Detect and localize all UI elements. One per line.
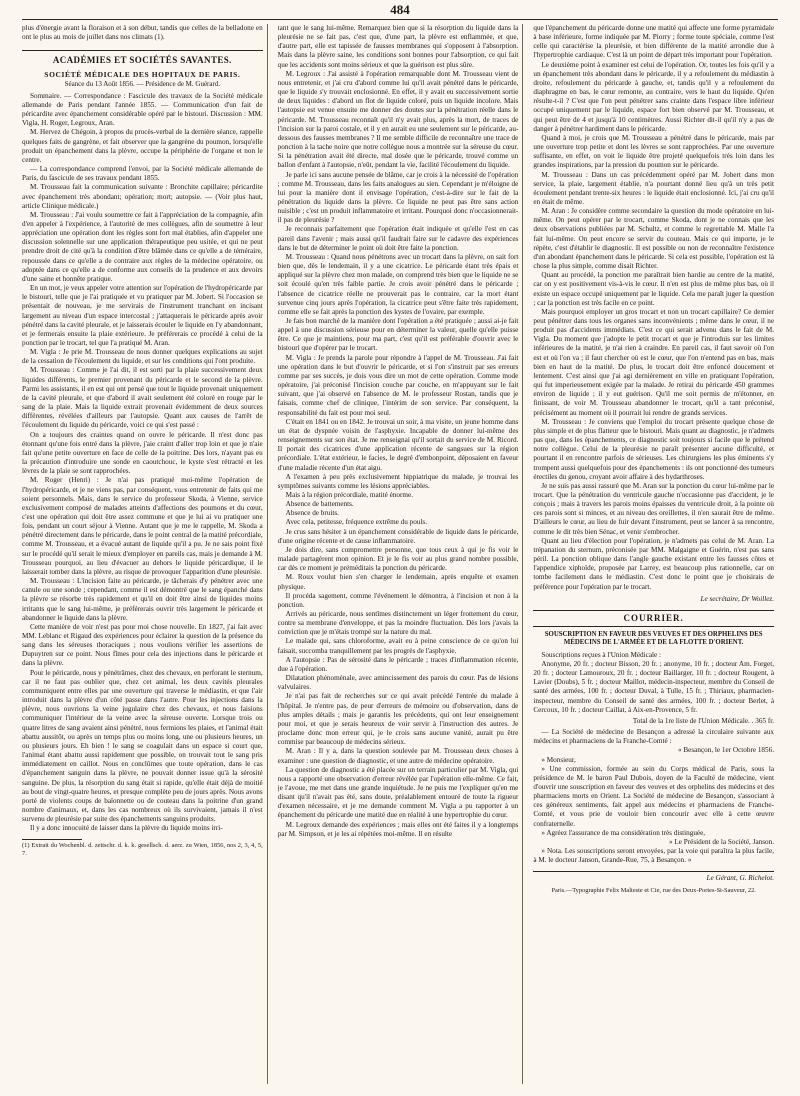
- paragraph: Pour le péricarde, nous y pénétrâmes, chez des chevaux, en perforant le sternum, car il ne faut pas oublier que, chez cet animal, les deux cavités pleurales communiquent entre elles par une ouverture qui traverse le médiastin, et que l'air introduit dans la plèvre d'un côté passe dans l'autre. Pour les injections dans la plèvre, nous ouvrions la veine jugulaire chez des chevaux, et nous faisions communiquer l'intérieur de la veine avec la séreuse ouverte. Lorsque trois ou quatre litres de sang avaient ainsi pénétré, nous fermions les plaies, et l'animal était abattu aussitôt, ou après un temps plus ou moins long, une ou plusieurs heures, un ou plusieurs jours. Eh bien ! le sang se coagulait dans un espace si court que, l'animal étant abattu aussi rapidement que possible, on trouvait tout le sang pris immédiatement en caillot. Nous en conclûmes que toute opération, dans le cas d'épanchement sanguin dans la plèvre, ne pouvait donner issue qu'à la sérosité sanguine. De plus, la résorption du sang était si rapide, qu'elle était déjà de moitié au bout de vingt-quatre heures, et presque complète peu de jours après. Nous avons porté de violents coups de baïonnette ou de couteau dans la poitrine d'un grand nombre d'animaux, et, dans les cas nombreux où ils survivaient, jamais il n'est survenu de pleurésie par suite des épanchements sanguins produits.: [22, 668, 263, 824]
- paragraph: M. Vigla : Je prie M. Trousseau de nous donner quelques explications au sujet de la cessation de l'écoulement du liquide, et sur les conditions qui l'ont produite.: [22, 348, 263, 366]
- session-line: Séance du 13 Août 1856. — Présidence de M. Guérard.: [64, 79, 221, 88]
- paragraph: M. Trousseau : L'incision faite au péricarde, je tâcherais d'y pénétrer avec une canule ou une sonde ; cependant, comme il est démontré que le sang épanché dans la plèvre se résorbe très rapidement et qu'il en doit être ainsi de liquides moins irritants que le sang lui-même, je préférerais ouvrir très largement le péricarde et abandonner le liquide dans la plèvre.: [22, 577, 263, 622]
- paragraph: Mais à la région précordiale, matité énorme.: [285, 490, 413, 499]
- paragraph: Le malade qui, sans chloroforme, avait eu à peine conscience de ce qu'on lui faisait, succomba tranquillement par les progrès de l'asphyxie.: [277, 637, 519, 655]
- paragraph: Arrivés au péricarde, nous sentîmes distinctement un léger frottement du cœur, contre sa membrane d'enveloppe, et pas la moindre fluctuation. Dès lors j'avais la conviction que je m'étais trompé sur la nature du mal.: [277, 610, 519, 637]
- paragraph: Quant au procédé, la ponction me paraîtrait bien hardie au centre de la matité, car on y est positivement vis-à-vis le cœur. Il n'en est plus de même plus bas, où il existe un espace occupé uniquement par le liquide. Cela me paraît juger la question ; car la ponction est très facile en ce point.: [533, 271, 775, 307]
- paragraph: Il y a donc innocuité de laisser dans la plèvre du liquide moins irri-: [30, 824, 223, 833]
- paragraph: M. Trousseau : Je conviens que l'emploi du trocart présente quelque chose de plus simple et de plus flatteur que le bistouri. Mais quant au diagnostic, je n'admets pas que, dans les épanchements, ce diagnostic soit toujours si facile que le prétend notre collègue. Celui de la pleurésie ne paraît présenter aucune difficulté, et pourtant il en rencontre parfois de sérieuses. Les chirurgiens les plus éminents s'y trompent aussi quelquefois pour des épanchements : ils ont ponctionné des tumeurs érectiles du genou, croyant avoir affaire à des hydarthroses.: [533, 417, 775, 481]
- letter-closing: » Agréez l'assurance de ma considération très distinguée,: [541, 828, 706, 837]
- column-left: [22, 24, 268, 1084]
- paragraph: Je ne suis pas aussi rassuré que M. Aran sur la ponction du cœur lui-même par le trocart. Que la pénétration du ventricule gauche n'occasionne pas d'accident, je le conçois ; mais à travers les parois moins épaisses du ventricule droit, à la pointe où ces parois sont si minces, et au niveau des oreillettes, il n'en saurait être de même. D'ailleurs le cœur, au lieu de fuir devant l'instrument, peut se lancer à sa rencontre, comme le dit très bien Sénac, et venir s'embrocher.: [533, 481, 775, 536]
- paragraph: Je crus sans hésiter à un épanchement considérable de liquide dans le péricarde, d'une origine récente et de cause inflammatoire.: [277, 527, 519, 545]
- section-title: ACADÉMIES ET SOCIÉTÉS SAVANTES.: [22, 50, 263, 65]
- letter-date: « Besançon, le 1er Octobre 1856.: [678, 746, 775, 755]
- column-right: [533, 24, 778, 1084]
- paragraph: M. Roger (Henri) : Je n'ai pas pratiqué moi-même l'opération de l'hydropéricarde, et je ne viens pas, par conséquent, vous entretenir de faits qui me soient personnels. Mais, dans le service du professeur Skoda, à Vienne, service exclusivement composé de malades atteints d'affections des poumons et du cœur, c'est une opération qui doit être assez commune et que je lui ai vu pratiquer une fois, pendant un court séjour à Vienne. Autant que je me le rappelle, M. Skoda a pénétré directement dans le péricarde, dans le point central de la matité précordiale, comme M. Trousseau, et a évacué autant de liquide qu'il a pu. Je ne sais point fixé sur le procédé qu'il serait le mieux d'employer en pareils cas, mais je demande à M. Trousseau pourquoi, au lieu d'évacuer au dehors le liquide péricardique, il le laisserait tomber dans la plèvre, au risque de provoquer l'apparition d'une pleurésie.: [22, 476, 263, 576]
- paragraph: A l'examen à peu près exclusivement hippiatrique du malade, je trouvai les symptômes suivants comme les lésions appréciables.: [277, 472, 519, 490]
- paragraph: Cette manière de voir n'est pas pour moi chose nouvelle. En 1827, j'ai fait avec MM. Leblanc et Rigaud des expériences pour éclairer la question de la présence du sang dans les séreuses thoraciques ; nous voulions vérifier les assertions de Dupuytren sur ce point. Nous fîmes pour cela des injections dans le péricarde et dans la plèvre.: [22, 622, 263, 668]
- paragraph: — La correspondance comprend l'envoi, par la Société médicale allemande de Paris, du fascicule de ses travaux pendant 1855.: [22, 165, 263, 183]
- footnote: (1) Extrait du Wochenbl. d. zeitschr. d. k. k. gesellsch. d. aerz. zu Wien, 1856, nos 2, 3, 4, 5, 7.: [22, 842, 263, 858]
- paragraph: Je dois dire, sans compromettre personne, que tous ceux à qui je fis voir le malade partagèrent mon opinion. Et je le fis voir au plus grand nombre possible, car dès ce moment je préméditais la ponction du péricarde.: [277, 545, 519, 573]
- paragraph: Il procéda sagement, comme l'événement le démontra, à l'incision et non à la ponction.: [277, 591, 519, 609]
- secretary-signature: Le secrétaire, Dr Woillez.: [700, 594, 775, 603]
- paragraph: Quant au lieu d'élection pour l'opération, je n'admets pas celui de M. Aran. La trépanation du sternum, préconisée par MM. Malgaigne et Guérin, n'est pas sans péril. La ponction oblique dans l'angle gauche existant entre les fausses côtes et l'appendice xiphoïde, proposée par Larrey, est beaucoup plus rationnelle, car on tombe facilement dans le médiastin. C'est donc le point que je choisirais de préférence pour l'opération par le trocart.: [533, 536, 775, 591]
- paragraph: Je n'ai pas fait de recherches sur ce qui avait précédé l'entrée du malade à l'hôpital. Je n'entre pas, de peur d'erreurs de mémoire ou d'observation, dans de plus amples détails ; mais je garantis les précédents, qui ont leur enseignement pour moi, et que je serais heureux de voir servir à l'instruction des autres. Je proclame donc mon erreur qui, je le crois sans aucune vanité, aurait pu être commise par beaucoup de médecins sérieux.: [277, 692, 519, 747]
- page-columns: [22, 24, 778, 1084]
- paragraph: M. Trousseau : Quand nous pénétrons avec un trocart dans la plèvre, on sait fort bien que, dès le lendemain, il y a une cicatrice. Le péricarde étant très épais et appliqué sur la plèvre chez mon malade, on comprend très bien que le liquide ne se soit écoulé qu'en très faible partie. Je crois avoir pénétré dans le péricarde ; l'absence de cicatrice réelle ne prouverait pas le contraire, car la mort étant survenue cinq jours après l'opération, la cicatrice peut s'être faite très rapidement, comme elle se fait après la ponction des kystes de l'ovaire, par exemple.: [277, 252, 519, 316]
- subscription-list: Anonyme, 20 fr. ; docteur Bisson, 20 fr. ; anonyme, 10 fr. ; docteur Am. Forget, 20 fr. ; docteur Lamouroux, 20 fr. ; docteur Baillarger, 10 fr. ; docteur Rougent, à Lavier (Doubs), 5 fr. ; docteur Maillot, médecin-inspecteur, membre du Conseil de santé des armées, 100 fr. ; docteur Duval, à Tulle, 15 fr. ; Thiriaux, pharmacien-inspecteur, membre du Conseil de santé des armées, 100 fr. ; docteur Berlet, à Cercoux, 10 fr. ; docteur Caillat, à Aix-en-Provence, 5 fr.: [533, 659, 775, 714]
- president-signature: » Le Président de la Société, Janson.: [669, 837, 775, 846]
- paragraph: Absence de battements.: [285, 500, 354, 509]
- paragraph: M. Legroux : J'ai assisté à l'opération remarquable dont M. Trousseau vient de nous entretenir, et j'ai cru d'abord comme lui qu'il avait pénétré dans le péricarde, que le liquide s'y trouvait enclosionné. En effet, il y avait eu successivement sortie de deux liquides : d'abord un flot de liquide coloré, puis un liquide incolore. Mais l'autopsie est venue ensuite me donner des doutes sur la pénétration réelle dans le péricarde. M. Trousseau reconnaît qu'il n'y avait plus, après la mort, de traces de l'incision sur la paroi costale, et il y en aurait eu une seulement sur le péricarde, au-dessous des fausses membranes ? Il me semble difficile de reconnaître une trace de ponction à la tache noire que notre collègue nous a montrée sur la séreuse du cœur. Si la pénétration avait été directe, mal dosée que le péricarde, trouvé comme un ballon d'enfant à l'autopsie, n'eût, pendant la vie, facilité l'écoulement du liquide.: [277, 69, 519, 170]
- paragraph: M. Trousseau : Dans un cas précédemment opéré par M. Jobert dans mon service, la plaie, largement établie, n'a pourtant donné lieu qu'à un très petit écoulement pendant trente-six heures : le liquide était enclosionné. Ici, j'ai cru qu'il en était de même.: [533, 170, 775, 206]
- paragraph: Absence de bruits.: [285, 509, 339, 518]
- paragraph: Quand à moi, je crois que M. Trousseau a pénétré dans le péricarde, mais par une ouverture trop petite et dont les lèvres se sont rapprochées. Par une ouverture suffisante, en effet, on voit le liquide être projeté quelquefois très loin dans les grandes inspirations, par la pression du poumon sur le péricarde.: [533, 133, 775, 170]
- subscription-title: SOUSCRIPTION EN FAVEUR DES VEUVES ET DES ORPHELINS DES MÉDECINS DE L'ARMÉE ET DE LA FLOTTE D'ORIENT.: [544, 631, 763, 647]
- paragraph: M. Trousseau : J'ai voulu soumettre ce fait à l'appréciation de la compagnie, afin d'en appeler à l'expérience, à l'autorité de mes collègues, afin de soumettre à leur appréciation une opération dont les règles sont fort mal établies, afin d'appeler une discussion solennelle sur une application thérapeutique peu usitée, et qui ne peut prendre droit de cité qu'à la condition d'être blâmée dans ce qu'elle a de téméraire, repoussée dans ce qu'elle a de contraire aux règles de la médecine opératoire, ou adoptée dans ce qu'elle a de conforme aux conseils de la prudence et aux devoirs d'une saine et honnête pratique.: [22, 210, 263, 283]
- paragraph: que l'épanchement du péricarde donne une matité qui affecte une forme pyramidale à base inférieure, forme indiquée par M. Piorry ; forme toute spéciale, comme l'est celle qui caractérise la pleurésie, et bien différente de la matité arrondie due à l'hypertrophie cardiaque. C'est là un point de départ très important pour l'opération.: [533, 24, 775, 60]
- paragraph: En un mot, je veux appeler votre attention sur l'opération de l'hydropéricarde par le bistouri, telle que je l'ai pratiquée et vu pratiquer par M. Jobert. Si l'occasion se présentait de nouveau, je me servirais de l'instrument tranchant en incisant largement au niveau d'un espace intercostal ; j'attaquerais le péricarde après avoir pénétré dans la cavité pleurale, et je laisserais écouler le liquide en l'y abandonnant, et je fermerais ensuite la plaie extérieure. Je préférerais ce procédé à celui de la ponction par le trocart, tel que l'a pratiqué M. Aran.: [22, 284, 263, 347]
- header-rule: [22, 19, 778, 20]
- paragraph: Je parle ici sans aucune pensée de blâme, car je crois à la nécessité de l'opération ; comme M. Trousseau, dans les faits analogues au sien. Cependant je m'éloigne de lui pour la manière dont il envisage l'opération, c'est-à-dire sur le fait de la pénétration du liquide dans la plèvre. Ce liquide ne peut pas être sans action nuisible ; c'est un produit inflammatoire et irritant. Pourquoi donc n'occasionnerait-il pas de pleurésie ?: [277, 170, 519, 225]
- paragraph: tant que le sang lui-même. Remarquez bien que si la résorption du liquide dans la pleurésie ne se fait pas, c'est que, d'une part, la plèvre est enflammée, et que, d'autre part, elle est tapissée de fausses membranes qui s'opposent à l'absorption. Mais dans la plèvre saine, les conditions sont bonnes pour l'absorption, ce qui fait que les accidents sont moins sérieux et que la guérison est plus sûre.: [277, 24, 519, 69]
- paragraph: M. Aran : Il y a, dans la question soulevée par M. Trousseau deux choses à examiner : une question de diagnostic, et une autre de médecine opératoire.: [277, 747, 519, 765]
- paragraph: M. Vigla : Je prends la parole pour répondre à l'appel de M. Trousseau. J'ai fait une opération dans le but d'ouvrir le péricarde, et si l'on s'instruit par ses erreurs comme par ses succès, je dois vous dire un mot de cette opération. Comme mode opératoire, j'ai préconisé l'incision couche par couche, en m'appuyant sur le fait suivant, que j'ai observé en l'absence de M. le professeur Rostan, tandis que je faisais, comme chef de clinique, l'intérim de son service. Par conséquent, la responsabilité du fait est pour moi seul.: [277, 353, 519, 417]
- paragraph: Le deuxième point à examiner est celui de l'opération. Or, toutes les fois qu'il y a un épanchement très abondant dans le péricarde, il y a refoulement du médiastin à droite, refoulement du péricarde à gauche, et, tandis qu'il y a refoulement du diaphragme en bas, le cœur remonte, au contraire, vers le haut du liquide. Qu'en résulte-t-il ? C'est que l'on peut pénétrer sans crainte dans l'espace libre inférieur occupé uniquement par le liquide, espace fort bien observé par M. Trousseau, et qui peut être de 4 et jusqu'à 10 centimètres. Aussi Richter dit-il qu'il n'y a pas de danger à pénétrer hardiment dans le péricarde.: [533, 60, 775, 133]
- paragraph: Dilatation phénoménale, avec amincissement des parois du cœur. Pas de lésions valvulaires.: [277, 674, 519, 692]
- letter-nota: » Nota. Les souscriptions seront envoyées, par la voie qui paraîtra la plus facile, à M. le docteur Janson, Grande-Rue, 75, à Besançon. »: [533, 847, 775, 865]
- paragraph: M. Trousseau fait la communication suivante : Bronchite capillaire; péricardite avec épanchement très abondant; opération; mort; autopsie. — (Voir plus haut, article Clinique médicale.): [22, 183, 263, 210]
- page-number: 484: [390, 2, 410, 17]
- paragraph: On a toujours des craintes quand on ouvre le péricarde. Il n'est donc pas étonnant qu'une fois entré dans la plèvre, j'aie craint d'aller trop loin et que je n'aie fait qu'une petite ouverture en face de celle de la poitrine. Des lors, n'ayant pas eu la précaution d'introduire une sonde en caoutchouc, le kyste s'est rétracté et les lèvres de la plaie se sont rapprochées.: [22, 430, 263, 476]
- footnote-rule: [22, 839, 82, 840]
- paragraph: M. Aran : Je considère comme secondaire la question du mode opératoire en lui-même. On peut opérer par le trocart, comme Skoda, dont je ne connais que les deux observations publiées par M. Schultz, et comme le regrettable M. Malle l'a fait lui-même. On peut encore se servir du couteau. Mais ce qui importe, je le répète, c'est d'établir le diagnostic. Il est possible ou non de reconnaître l'existence d'un abondant épanchement dans le péricarde. Si cela est possible, l'opération est là chose la plus simple, comme disait Richter.: [533, 207, 775, 271]
- paragraph: A l'autopsie : Pas de sérosité dans le péricarde ; traces d'inflammation récente, due à l'opération.: [277, 655, 519, 673]
- subscription-total: Total de la 1re liste de l'Union Médicale. . 365 fr.: [632, 716, 775, 725]
- paragraph: M. Roux voulut bien s'en charger le lendemain, après enquête et examen physique.: [277, 573, 519, 591]
- society-title: SOCIÉTÉ MÉDICALE DES HOPITAUX DE PARIS.: [44, 70, 241, 80]
- gerant-signature: Le Gérant, G. Richelot.: [533, 871, 774, 883]
- column-middle: [278, 24, 524, 1084]
- paragraph: M. Legroux demande des expériences ; mais elles ont été faites il y a longtemps par M. Simpson, et je les ai répétées moi-même. Il en résulte: [277, 820, 519, 838]
- paragraph: La question de diagnostic a été placée sur un terrain particulier par M. Vigla, qui nous a rapporté une observation d'erreur révélée par l'opération elle-même. Ce fait, je l'avoue, me met dans une grande inquiétude. Je ne puis me l'expliquer qu'en me disant qu'il n'avait pas été, sans doute, préalablement entouré de toute la rigueur d'examen nécessaire, et je me demande comment M. Vigla a pu rapporter à un épanchement du péricarde une matité due en réalité à une hypertrophie du cœur.: [277, 765, 519, 820]
- letter-salutation: » Monsieur,: [541, 755, 576, 764]
- paragraph: Je fais bon marché de la manière dont l'opération a été pratiquée ; aussi ai-je fait appel à une discussion sérieuse pour en déterminer la valeur, quelle qu'elle puisse être. Ce que je maintiens, pour ma part, c'est qu'il est préférable d'ouvrir avec le bistouri que d'opérer par le trocart.: [277, 317, 519, 353]
- paragraph: Je reconnais parfaitement que l'opération était indiquée et qu'elle l'est en cas pareil dans l'avenir ; mais aussi qu'il faudrait faire sur le cadavre des expériences dans le but de déterminer le point où doit être faite la ponction.: [277, 225, 519, 252]
- courrier-title: COURRIER.: [533, 610, 774, 627]
- paragraph: Mais pourquoi employer un gros trocart et non un trocart capillaire? Ce dernier peut pénétrer dans tous les organes sans inconvénients ; même dans le cœur, il ne produit pas d'accidents immédiats. C'est ce qui serait advenu dans le fait de M. Vigla. Du moment que j'adopte le petit trocart et que je l'introduis sur les limites inférieures de la matité, je n'ai rien à craindre. En pareil cas, il faut savoir où l'on est et où l'on va ; il faut chercher où est le cœur, que l'on n'entend pas en bas, mais bien en haut de la matité. De plus, le trocart doit être enfoncé doucement et lentement. C'est ainsi que j'ai agi dernièrement en ville en pratiquant l'opération, qui fut imperieusement exigée par la malade. Je retirai du péricarde 450 grammes environ de liquide ; il y eut guérison. Qu'il me soit permis de m'étonner, en finissant, de voir M. Trousseau abandonner le trocart, qu'il a tant préconisé, précisément au moment où il pourrait lui rendre de grands services.: [533, 307, 775, 417]
- letter-body: » Une commission, formée au sein du Corps médical de Paris, sous la présidence de M. le baron Paul Dubois, doyen de la Faculté de médecine, vient d'ouvrir une souscription en faveur des veuves et des orphelins des médecins et des pharmaciens morts en Orient. La Société de médecine de Besançon, s'associant à ces généreux sentiments, fait appel aux médecins et pharmaciens de Franche-Comté, et vous prie de vouloir bien concourir avec elle à cette œuvre confraternelle.: [533, 764, 775, 828]
- summary-paragraph: Sommaire. — Correspondance : Fascicule des travaux de la Société médicale allemande de Paris pendant l'année 1855. — Communication d'un fait de péricardite avec épanchement considérable opéré par le bistouri. Discussion : MM. Vigla, H. Roger, Legroux, Aran.: [22, 91, 263, 128]
- paragraph: Souscriptions reçues à l'Union Médicale :: [541, 650, 662, 659]
- paragraph: M. Hervez de Chégoin, à propos du procès-verbal de la dernière séance, rappelle quelques faits de gangrène, et fait observer que la gangrène du poumon, lorsqu'elle produit un épanchement dans la plèvre, occupe la périphérie de l'organe et non le centre.: [22, 128, 263, 164]
- paragraph: — La Société de médecine de Besançon a adressé la circulaire suivante aux médecins et pharmaciens de la Franche-Comté :: [533, 728, 775, 746]
- paragraph: plus d'énergie avant la floraison et à son début, tandis que celles de la belladone en ont le plus au mois de juillet dans nos climats (1).: [22, 24, 263, 42]
- printer-imprint: Paris.—Typographie Felix Malteste et Cie, rue des Deux-Portes-St-Sauveur, 22.: [551, 886, 756, 894]
- paragraph: Avec cela, petitesse, fréquence extrême du pouls.: [285, 518, 428, 527]
- paragraph: C'était en 1841 ou en 1842. Je trouvai un soir, à ma visite, un jeune homme dans un état de dyspnée voisin de l'asphyxie. Incapable de donner lui-même des renseignements sur son état. Je me renseignai qu'il sortait du service de M. Ricord. Il portait des cicatrices d'une application récente de sangsues sur la région précordiale. L'état extérieur, le facies, le degré d'embonpoint, déposaient en faveur d'une maladie récente d'un état aigu.: [277, 417, 519, 472]
- paragraph: M. Trousseau : Comme je l'ai dit, il est sorti par la plaie successivement deux liquides différents, le premier provenant du péricarde et le second de la plèvre. Parmi les assistants, il en est qui ont pensé que tout le liquide provenait uniquement de la cavité pleurale, et que d'abord il avait seulement été coloré en rouge par le sang de la plaie. Mais la liquide extrait provenait évidemment de deux sources différentes, révélées d'ailleurs par l'autopsie. Quant aux causes de l'arrêt de l'écoulement du liquide du péricarde, voici ce qui s'est passé :: [22, 366, 263, 430]
